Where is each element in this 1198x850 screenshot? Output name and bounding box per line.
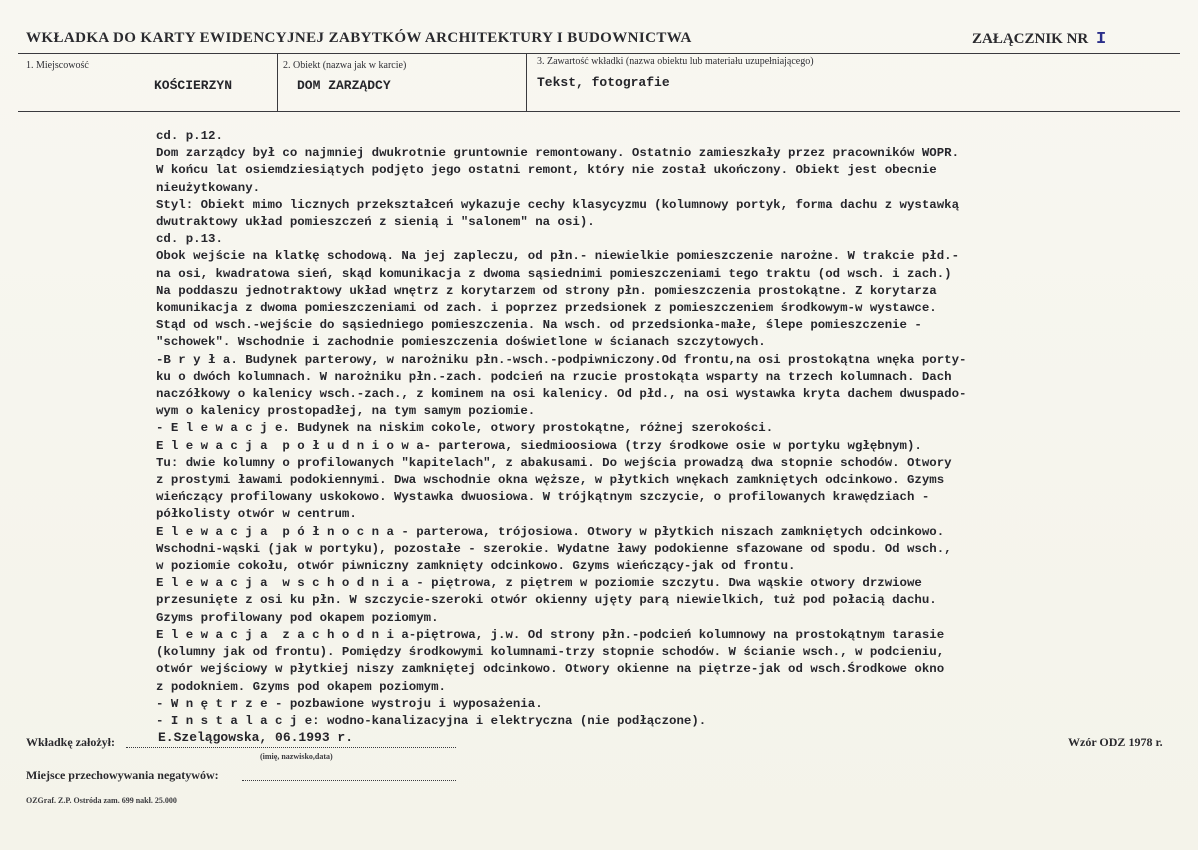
text-line: -B r y ł a. Budynek parterowy, w narożniku płn.-wsch.-podpiwniczony.Od frontu,na osi prostokątna wnęka porty- xyxy=(156,352,967,367)
field-divider-2 xyxy=(526,53,527,111)
author-label: Wkładkę założył: xyxy=(26,735,115,749)
text-line: - W n ę t r z e - pozbawione wystroju i wyposażenia. xyxy=(156,696,543,711)
contents-label: 3. Zawartość wkładki (nazwa obiektu lub materiału uzupełniającego) xyxy=(537,56,814,67)
annex-number: I xyxy=(1096,30,1107,49)
annex-label-text: ZAŁĄCZNIK NR xyxy=(972,31,1089,47)
text-line: na osi, kwadratowa sień, skąd komunikacja z dwoma sąsiednimi pomieszczeniami tego traktu (od wsch. i zach.) xyxy=(156,266,952,281)
form-code: Wzór ODZ 1978 r. xyxy=(1068,735,1163,749)
text-line: "schowek". Wschodnie i zachodnie pomieszczenia doświetlone w ścianach szczytowych. xyxy=(156,335,766,350)
form-title: WKŁADKA DO KARTY EWIDENCYJNEJ ZABYTKÓW ARCHITEKTURY I BUDOWNICTWA xyxy=(26,30,692,46)
author-hint: (imię, nazwisko,data) xyxy=(260,752,333,761)
text-line: W końcu lat osiemdziesiątych podjęto jego ostatni remont, który nie został ukończony. Obiekt jest obecnie xyxy=(156,163,937,178)
text-line: przesunięte z osi ku płn. W szczycie-szeroki otwór okienny ujęty parą niewielkich, tuż pod połacią dachu. xyxy=(156,593,937,608)
text-line: - I n s t a l a c j e: wodno-kanalizacyjna i elektryczna (nie podłączone). xyxy=(156,713,707,728)
text-line: Styl: Obiekt mimo licznych przekształceń wykazuje cechy klasycyzmu (kolumnowy portyk, forma dachu z wystawką xyxy=(156,197,960,212)
text-line: naczółkowy o kalenicy wsch.-zach., z kominem na osi kalenicy. Od płd., na osi wystawka kryta dachem dwuspado- xyxy=(156,387,967,402)
text-line: Obok wejście na klatkę schodową. Na jej zapleczu, od płn.- niewielkie pomieszczenie narożne. W trakcie płd.- xyxy=(156,249,960,264)
text-line: Na poddaszu jednotraktowy układ wnętrz z korytarzem od strony płn. pomieszczenia prostokątne. Z korytarza xyxy=(156,283,937,298)
text-line: (kolumny jak od frontu). Pomiędzy środkowymi kolumnami-trzy stopnie schodów. W ścianie wsch., w podcieniu, xyxy=(156,645,945,660)
text-line: otwór wejściowy w płytkiej niszy zamkniętej odcinkowo. Otwory okienne na piętrze-jak od wsch.Środkowe okno xyxy=(156,662,945,677)
text-line: - E l e w a c j e. Budynek na niskim cokole, otwory prostokątne, różnej szerokości. xyxy=(156,421,774,436)
locality-label: 1. Miejscowość xyxy=(26,60,89,71)
author-value: E.Szelągowska, 06.1993 r. xyxy=(158,730,354,745)
text-line: z prostymi ławami podokiennymi. Dwa wschodnie okna węższe, w płytkich wnękach zamkniętych odcinkowo. Gzyms xyxy=(156,473,945,488)
text-line: dwutraktowy układ pomieszczeń z sienią i "salonem" na osi). xyxy=(156,215,595,230)
top-rule xyxy=(18,53,1180,54)
text-line: Tu: dwie kolumny o profilowanych "kapitelach", z abakusami. Do wejścia prowadzą dwa stopnie schodów. Otwory xyxy=(156,455,952,470)
text-line: cd. p.13. xyxy=(156,232,223,247)
text-line: E l e w a c j a z a c h o d n i a-piętrowa, j.w. Od strony płn.-podcień kolumnowy na prostokątnym tarasie xyxy=(156,627,945,642)
text-line: E l e w a c j a w s c h o d n i a - piętrowa, z piętrem w poziomie szczytu. Dwa wąskie otwory drzwiowe xyxy=(156,576,922,591)
object-label: 2. Obiekt (nazwa jak w karcie) xyxy=(283,60,407,71)
text-line: Gzyms profilowany pod okapem poziomym. xyxy=(156,610,439,625)
text-line: w poziomie cokołu, otwór piwniczny zamknięty odcinkowo. Gzyms wieńczący-jak od frontu. xyxy=(156,559,796,574)
text-line: półkolisty otwór w centrum. xyxy=(156,507,357,522)
annex-label xyxy=(972,30,1106,49)
print-note: OZGraf. Z.P. Ostróda zam. 699 nakł. 25.000 xyxy=(26,796,177,805)
text-line: E l e w a c j a p o ł u d n i o w a- parterowa, siedmioosiowa (trzy środkowe osie w portyku wgłębnym). xyxy=(156,438,922,453)
text-line: wym o kalenicy prostopadłej, na tym samym poziomie. xyxy=(156,404,536,419)
text-line: z podokniem. Gzyms pod okapem poziomym. xyxy=(156,679,446,694)
fields-bottom-rule xyxy=(18,111,1180,112)
locality-value: KOŚCIERZYN xyxy=(154,78,233,93)
text-line: Dom zarządcy był co najmniej dwukrotnie gruntownie remontowany. Ostatnio zamieszkały przez pracowników WOPR. xyxy=(156,146,960,161)
contents-value: Tekst, fotografie xyxy=(537,75,670,90)
text-line: wieńczący profilowany uskokowo. Wystawka dwuosiowa. W trójkątnym szczycie, o profilowanych krawędziach - xyxy=(156,490,930,505)
negatives-label: Miejsce przechowywania negatywów: xyxy=(26,768,219,782)
text-line: Stąd od wsch.-wejście do sąsiedniego pomieszczenia. Na wsch. od przedsionka-małe, ślepe pomieszczenie - xyxy=(156,318,922,333)
author-line xyxy=(126,747,456,748)
object-value: DOM ZARZĄDCY xyxy=(297,78,391,93)
field-divider-1 xyxy=(277,53,278,111)
negatives-line xyxy=(242,780,456,781)
text-line: nieużytkowany. xyxy=(156,180,261,195)
text-line: komunikacja z dwoma pomieszczeniami od zach. i poprzez przedsionek z pomieszczeniem środkowym-w wystawce. xyxy=(156,301,937,316)
text-line: cd. p.12. xyxy=(156,129,223,143)
description-text xyxy=(156,128,1166,730)
text-line: ku o dwóch kolumnach. W narożniku płn.-zach. podcień na rzucie prostokąta wsparty na trzech kolumnach. Dach xyxy=(156,369,952,384)
text-line: Wschodni-wąski (jak w portyku), pozostałe - szerokie. Wydatne ławy podokienne sfazowane od spodu. Od wsch., xyxy=(156,541,952,556)
text-line: E l e w a c j a p ó ł n o c n a - parterowa, trójosiowa. Otwory w płytkich niszach zamkniętych odcinkowo. xyxy=(156,524,945,539)
